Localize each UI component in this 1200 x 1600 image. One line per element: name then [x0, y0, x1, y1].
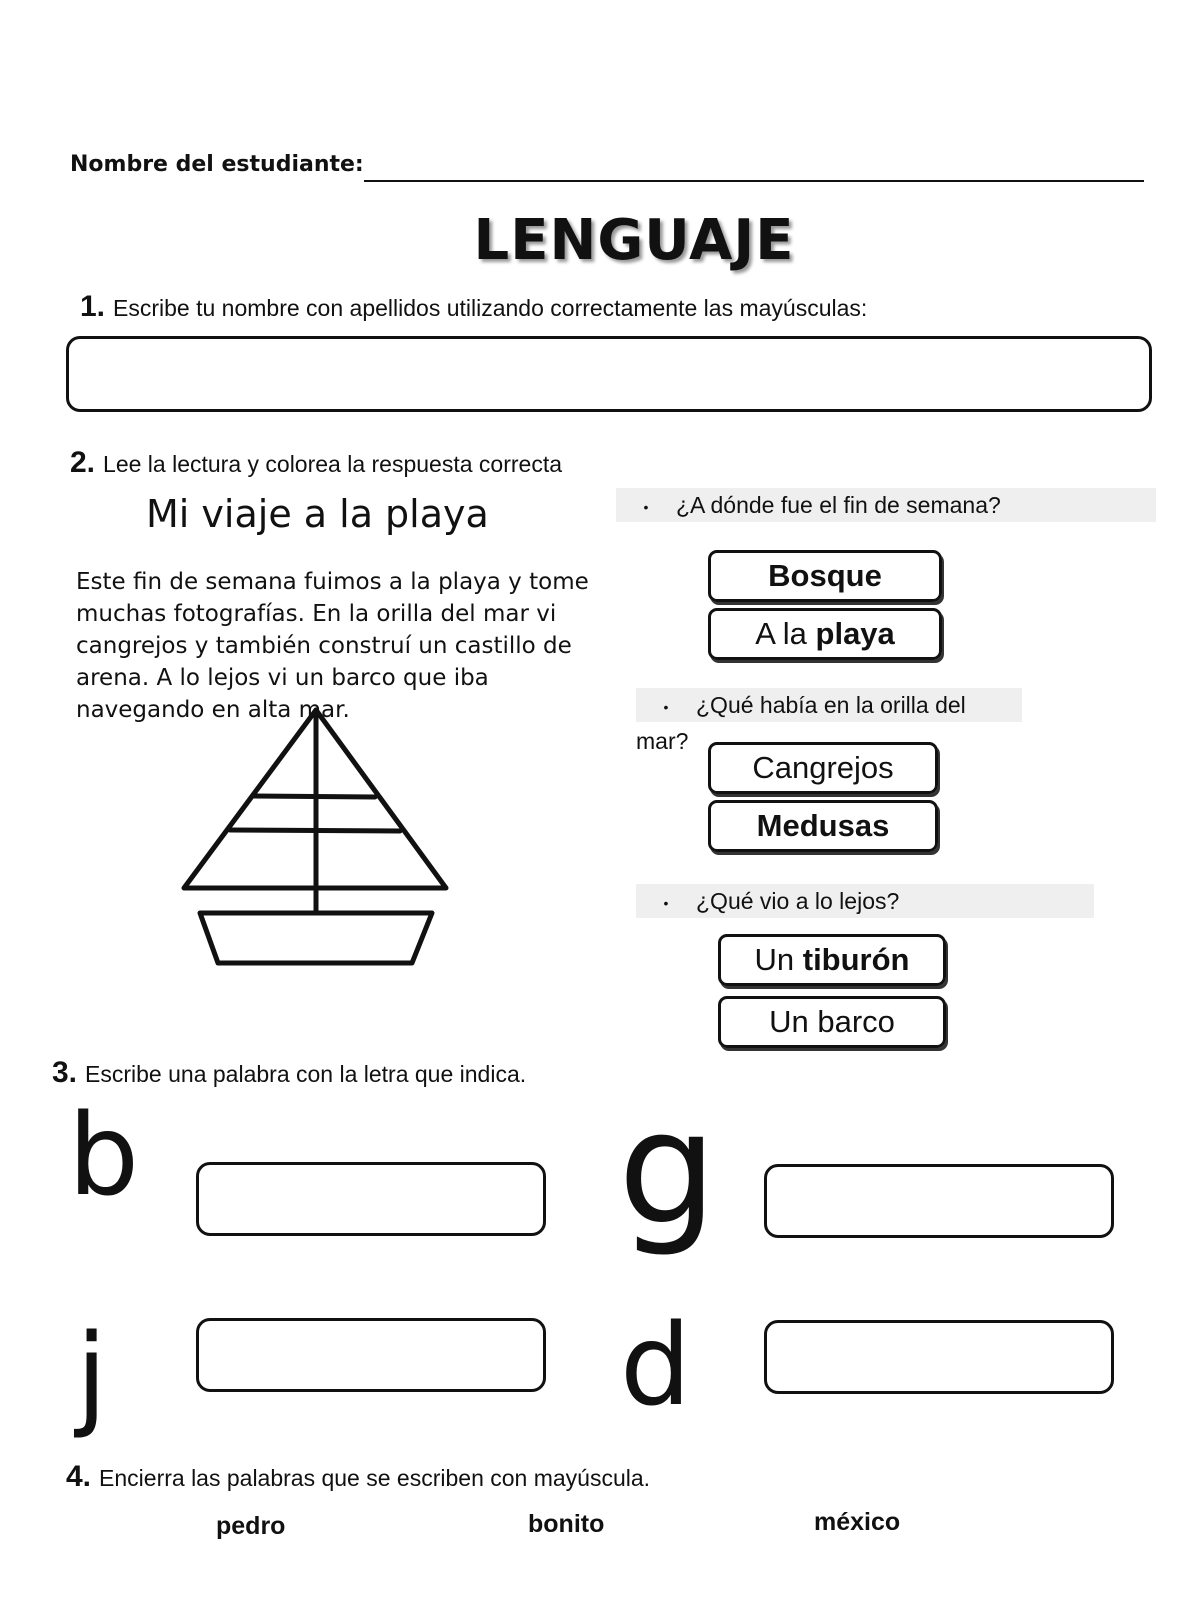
- bullet: •: [663, 698, 669, 715]
- boat-hull: [200, 913, 432, 963]
- option-bold-text: tiburón: [802, 942, 910, 977]
- reading-title: Mi viaje a la playa: [146, 492, 489, 536]
- sailboat-illustration: [170, 700, 470, 980]
- bullet: •: [643, 498, 649, 515]
- letter-b-answer-box[interactable]: [196, 1162, 546, 1236]
- subquestion-2-text: ¿Qué había en la orilla del mar?: [636, 692, 966, 754]
- letter-j-answer-box[interactable]: [196, 1318, 546, 1392]
- question-2-number: 2.: [70, 446, 96, 479]
- word-pedro[interactable]: pedro: [216, 1512, 286, 1540]
- option-cangrejos[interactable]: [708, 742, 938, 794]
- word-bonito[interactable]: bonito: [528, 1510, 605, 1538]
- option-un-tiburon[interactable]: [718, 934, 946, 986]
- full-name-answer-box[interactable]: [66, 336, 1152, 412]
- reading-text: Este fin de semana fuimos a la playa y tome muchas fotografías. En la orilla del mar vi cangrejos y también construí un castillo de arena. A lo lejos vi un barco que iba navegando en alta mar.: [76, 569, 589, 723]
- subquestion-1-text: ¿A dónde fue el fin de semana?: [676, 492, 1001, 518]
- question-2: [70, 446, 562, 480]
- student-name-label: Nombre del estudiante:: [70, 152, 364, 177]
- option-un-barco[interactable]: [718, 996, 946, 1048]
- letter-g: g: [618, 1077, 718, 1259]
- question-2-text: Lee la lectura y colorea la respuesta correcta: [103, 451, 562, 477]
- option-bosque[interactable]: [708, 550, 942, 602]
- letter-d: d: [620, 1301, 692, 1431]
- subquestion-3-text: ¿Qué vio a lo lejos?: [696, 888, 900, 914]
- option-text: A la: [755, 616, 816, 651]
- option-text: Un barco: [769, 1004, 895, 1039]
- subquestion-2: [636, 688, 1022, 754]
- page-title: LENGUAJE: [473, 208, 795, 273]
- question-4: [66, 1460, 650, 1494]
- sail-line-lower: [230, 830, 400, 831]
- subquestion-3: [636, 884, 1094, 918]
- option-a-la-playa[interactable]: [708, 608, 942, 660]
- letter-d-answer-box[interactable]: [764, 1320, 1114, 1394]
- letter-j: j: [76, 1311, 108, 1441]
- option-text: Un: [754, 942, 803, 977]
- letter-g-answer-box[interactable]: [764, 1164, 1114, 1238]
- option-bold-text: playa: [815, 616, 895, 651]
- subquestion-1: [616, 488, 1156, 522]
- question-4-text: Encierra las palabras que se escriben con mayúscula.: [99, 1465, 651, 1491]
- question-4-number: 4.: [66, 1460, 92, 1493]
- bullet: •: [663, 894, 669, 911]
- question-3-text: Escribe una palabra con la letra que indica.: [85, 1061, 527, 1087]
- option-text: Cangrejos: [752, 750, 894, 785]
- sail-line-upper: [254, 796, 375, 797]
- question-3-number: 3.: [52, 1056, 78, 1089]
- option-bold-text: Medusas: [756, 808, 890, 843]
- student-name-line[interactable]: [364, 180, 1144, 182]
- option-medusas[interactable]: [708, 800, 938, 852]
- letter-b: b: [68, 1091, 140, 1221]
- option-bold-text: Bosque: [768, 558, 882, 593]
- question-1-text: Escribe tu nombre con apellidos utilizando correctamente las mayúsculas:: [113, 295, 868, 321]
- question-3: [52, 1056, 526, 1090]
- question-1-number: 1.: [80, 290, 106, 323]
- question-1: [80, 290, 867, 324]
- word-mexico[interactable]: méxico: [814, 1508, 901, 1536]
